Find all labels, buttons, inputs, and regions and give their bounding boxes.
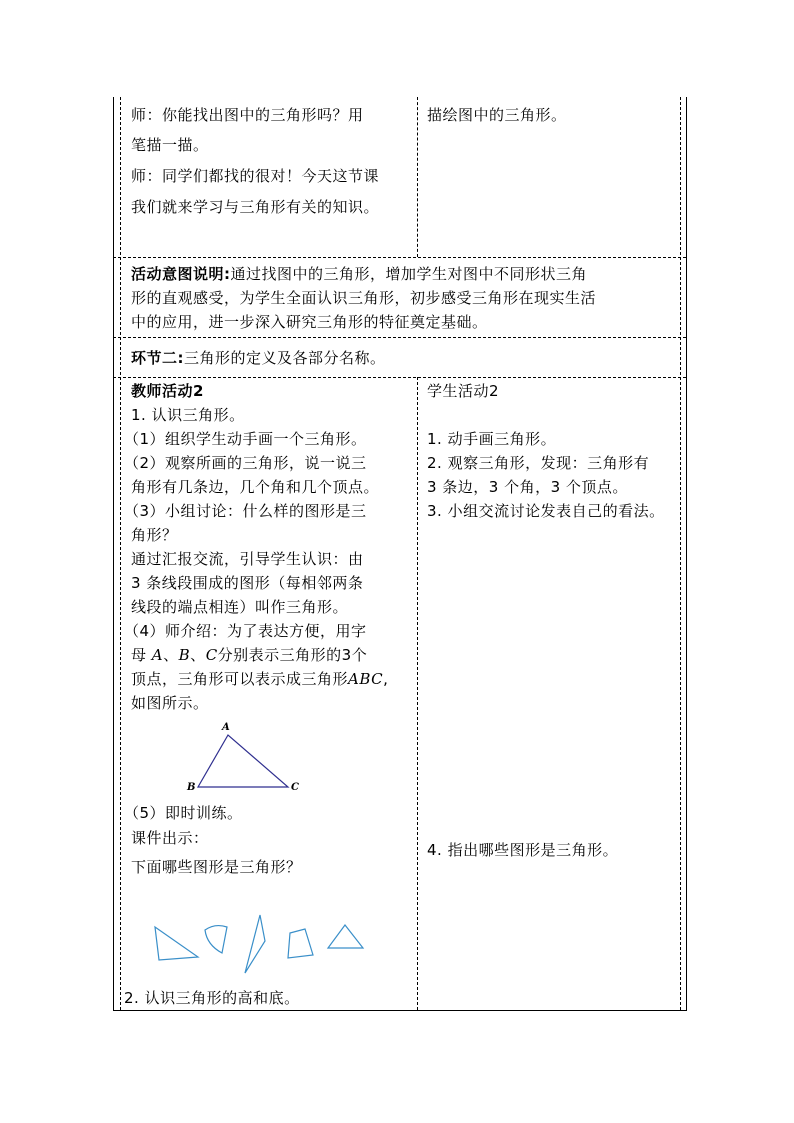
- student-activity-item-3: 3. 小组交流讨论发表自己的看法。: [427, 502, 665, 520]
- teacher-activity-question: 下面哪些图形是三角形？: [131, 858, 302, 876]
- shape-2-fan: [205, 926, 227, 953]
- shape-4-quadrilateral: [288, 929, 313, 958]
- grid-row-line-1: [113, 257, 686, 258]
- abc-post-text: ,: [383, 670, 389, 688]
- triangle-abc-name: ABC: [348, 670, 384, 688]
- abc-pre-text: 顶点，三角形可以表示成三角形: [131, 670, 349, 688]
- grid-column-divider-2: [417, 377, 418, 1010]
- teacher-activity-line-3: （2）观察所画的三角形，说一说三: [124, 454, 367, 472]
- row1-student-text: 描绘图中的三角形。: [427, 106, 567, 124]
- teacher-dialogue-line-4: 我们就来学习与三角形有关的知识。: [131, 198, 380, 216]
- teacher-activity-line-10: （4）师介绍：为了表达方便，用字: [124, 622, 367, 640]
- teacher-activity-line-2: （1）组织学生动手画一个三角形。: [124, 430, 367, 448]
- section2-heading: [131, 343, 386, 373]
- shape-3-thin-triangle: [245, 915, 265, 973]
- activity-intent-line-3: 中的应用，进一步深入研究三角形的特征奠定基础。: [131, 313, 488, 331]
- vertex-label-b: B: [187, 782, 196, 793]
- letter-c: C: [205, 646, 218, 664]
- grid-row-line-3: [113, 377, 686, 378]
- activity-intent-text-1: 通过找图中的三角形，增加学生对图中不同形状三角: [230, 265, 588, 283]
- teacher-activity-line-7: 通过汇报交流，引导学生认识：由: [131, 550, 364, 568]
- triangle-abc-figure: [180, 715, 310, 800]
- student-activity-item-2-cont: 3 条边，3 个角，3 个顶点。: [427, 478, 628, 496]
- letter-b: B: [178, 646, 191, 664]
- teacher-activity-practice: （5）即时训练。: [124, 804, 243, 822]
- student-activity-item-4: 4. 指出哪些图形是三角形。: [427, 841, 619, 859]
- teacher-activity-line-letters: [131, 644, 367, 668]
- grid-right-line: [680, 97, 681, 1010]
- letter-sep-2: 、: [190, 646, 206, 664]
- teacher-activity-line-5: （3）小组讨论：什么样的图形是三: [124, 502, 367, 520]
- teacher-activity-heading: 教师活动2: [131, 382, 204, 400]
- letters-post-text: 分别表示三角形的3个: [217, 646, 368, 664]
- grid-row-line-2: [113, 337, 686, 338]
- section2-label: 环节二:: [131, 349, 184, 367]
- teacher-activity-line-8: 3 条线段围成的图形（每相邻两条: [131, 574, 364, 592]
- practice-shapes-figure: [145, 905, 375, 980]
- teacher-activity-line-4: 角形有几条边，几个角和几个顶点。: [131, 478, 380, 496]
- frame-right-border: [686, 97, 687, 1011]
- frame-left-border: [113, 97, 114, 1011]
- activity-intent-label: 活动意图说明:: [131, 265, 231, 283]
- triangle-abc-shape: [198, 735, 288, 787]
- letters-pre-text: 母: [131, 646, 152, 664]
- grid-left-line: [120, 97, 121, 1010]
- letter-a: A: [151, 646, 164, 664]
- student-activity-item-2: 2. 观察三角形，发现：三角形有: [427, 454, 650, 472]
- activity-intent-line-2: 形的直观感受，为学生全面认识三角形，初步感受三角形在现实生活: [131, 289, 597, 307]
- teacher-dialogue-line-1: 师：你能找出图中的三角形吗？用: [131, 106, 364, 124]
- letter-sep-1: 、: [163, 646, 179, 664]
- shape-1-triangle: [155, 927, 198, 960]
- teacher-activity-next: 2. 认识三角形的高和底。: [124, 989, 300, 1007]
- teacher-activity-line-9: 线段的端点相连）叫作三角形。: [131, 598, 349, 616]
- teacher-activity-line-figure: 如图所示。: [131, 694, 209, 712]
- student-activity-heading: 学生活动2: [427, 382, 500, 400]
- teacher-activity-line-abc: [131, 668, 388, 692]
- teacher-activity-line-1: 1. 认识三角形。: [131, 406, 245, 424]
- shape-5-triangle: [328, 925, 363, 948]
- vertex-label-a: A: [222, 722, 230, 733]
- teacher-dialogue-line-2: 笔描一描。: [131, 136, 209, 154]
- vertex-label-c: C: [291, 782, 299, 793]
- student-activity-item-1: 1. 动手画三角形。: [427, 430, 557, 448]
- teacher-dialogue-line-3: 师：同学们都找的很对！今天这节课: [131, 167, 380, 185]
- grid-column-divider-1: [417, 97, 418, 257]
- section2-title: 三角形的定义及各部分名称。: [184, 349, 386, 367]
- teacher-activity-line-6: 角形？: [131, 526, 178, 544]
- teacher-activity-courseware: 课件出示：: [131, 829, 209, 847]
